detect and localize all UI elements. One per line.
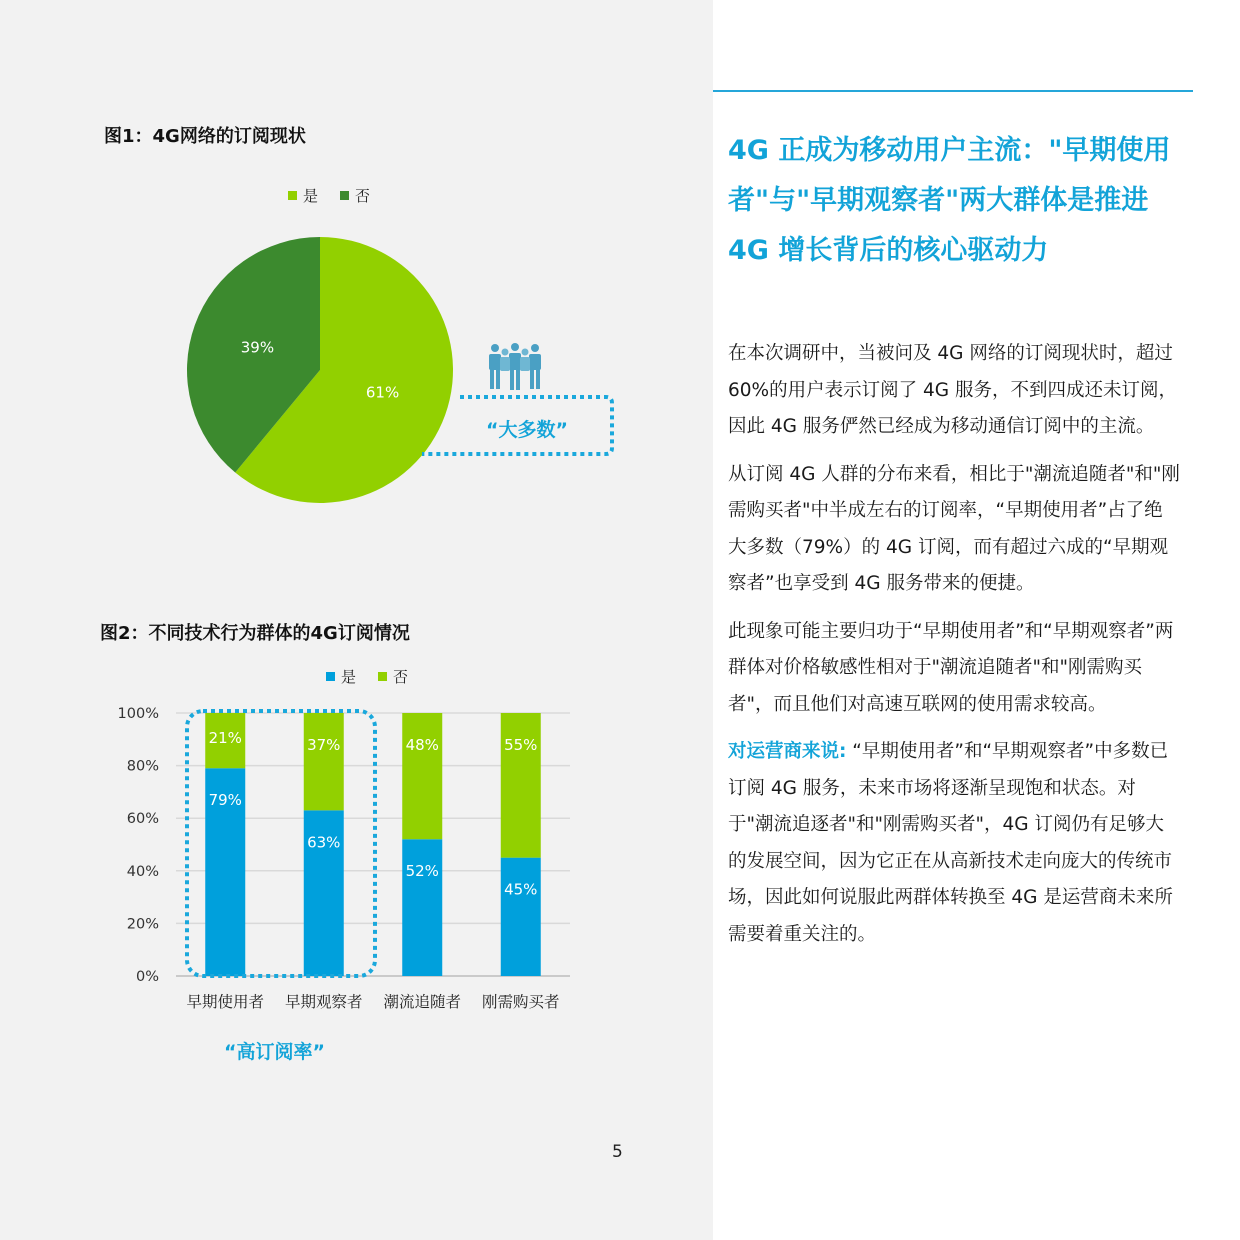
legend-swatch: [288, 191, 297, 200]
header-rule: [713, 90, 1193, 92]
y-tick-label: 20%: [126, 916, 159, 933]
callout-majority: “大多数”: [486, 419, 568, 441]
y-tick-label: 60%: [126, 811, 159, 828]
bar-value-label: 79%: [208, 791, 242, 810]
legend-swatch: [378, 672, 387, 681]
bar-value-label: 21%: [208, 728, 242, 747]
y-tick-label: 100%: [117, 706, 159, 722]
y-tick-label: 0%: [135, 969, 159, 985]
legend-label: 否: [355, 187, 371, 205]
body-text: [728, 336, 1180, 964]
page-number: 5: [612, 1142, 623, 1162]
bar-segment: [501, 713, 541, 858]
fig1-legend: [288, 185, 370, 206]
legend-swatch: [340, 191, 349, 200]
fig1-title: 图1：4G网络的订阅现状: [104, 126, 306, 147]
callout-high-rate: “高订阅率”: [224, 1041, 325, 1063]
people-group-icon: [486, 343, 544, 393]
fig2-legend: [326, 666, 408, 687]
section-heading: 4G 正成为移动用户主流："早期使用者"与"早期观察者"两大群体是推进 4G 增长背后的核心驱动力: [728, 135, 1171, 266]
bar-segment: [402, 839, 442, 976]
x-category-label: 刚需购买者: [481, 993, 560, 1011]
paragraph: 此现象可能主要归功于“早期使用者”和“早期观察者”两群体对价格敏感性相对于"潮流追随者"和"刚需购买者"，而且他们对高速互联网的使用需求较高。: [728, 620, 1174, 715]
legend-label: 是: [341, 668, 357, 686]
x-category-label: 早期使用者: [186, 993, 265, 1011]
paragraph-operator: [728, 734, 1180, 953]
bar-value-label: 52%: [405, 862, 439, 881]
bar-value-label: 63%: [307, 833, 341, 852]
bar-segment: [402, 713, 442, 839]
bar-value-label: 55%: [504, 736, 538, 754]
y-tick-label: 40%: [126, 863, 159, 880]
legend-swatch: [326, 672, 335, 681]
bar-value-label: 48%: [405, 736, 439, 754]
paragraph: 在本次调研中，当被问及 4G 网络的订阅现状时，超过 60%的用户表示订阅了 4G 服务，不到四成还未订阅，因此 4G 服务俨然已经成为移动通信订阅中的主流。: [728, 343, 1177, 437]
legend-label: 是: [303, 187, 319, 205]
x-category-label: 早期观察者: [284, 993, 363, 1011]
paragraph: 从订阅 4G 人群的分布来看，相比于"潮流追随者"和"刚需购买者"中半成左右的订阅率，“早期使用者”占了绝大多数（79%）的 4G 订阅，而有超过六成的“早期观察者”也享受到 4G 服务带来的便捷。: [728, 463, 1180, 594]
operator-highlight: 对运营商来说:: [728, 741, 847, 762]
y-tick-label: 80%: [126, 758, 159, 775]
pie-value-label: 39%: [240, 338, 275, 357]
bar-segment: [304, 713, 344, 810]
bar-value-label: 45%: [504, 880, 538, 899]
fig2-title: 图2：不同技术行为群体的4G订阅情况: [100, 623, 410, 644]
pie-value-label: 61%: [365, 383, 400, 402]
legend-label: 否: [393, 668, 409, 686]
x-category-label: 潮流追随者: [383, 993, 462, 1011]
bar-segment: [501, 858, 541, 976]
pie-chart: [170, 225, 470, 525]
bar-value-label: 37%: [307, 736, 341, 754]
stacked-bar-chart: [100, 700, 580, 1030]
operator-text: “早期使用者”和“早期观察者”中多数已订阅 4G 服务，未来市场将逐渐呈现饱和状态。对于"潮流追逐者"和"刚需购买者"，4G 订阅仍有足够大的发展空间，因为它正在从高新技术走向庞大的传统市场，因此如何说服此两群体转换至 4G 是运营商未来所需要着重关注的。: [728, 741, 1173, 945]
